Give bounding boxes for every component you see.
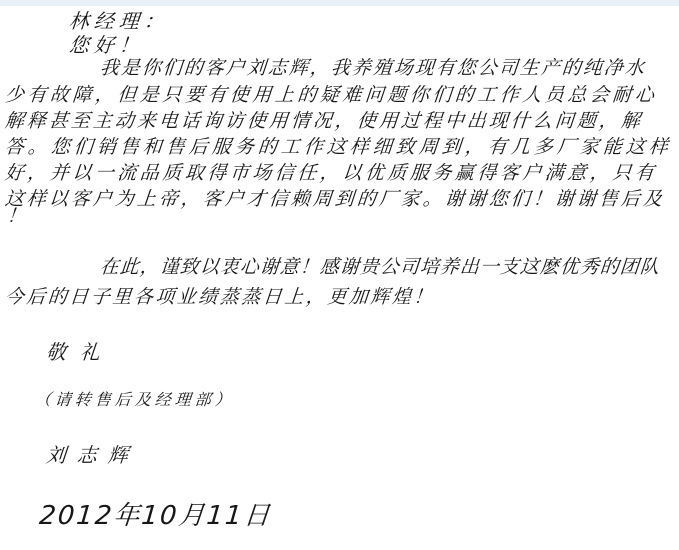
scan-edge-band	[0, 0, 679, 6]
salutation-line: 林经理：	[67, 9, 171, 33]
closing-line: 敬礼	[44, 340, 116, 364]
body-line: 解释甚至主动来电话询访使用情况，使用过程中出现什么问题，解	[3, 110, 644, 132]
body-line: 今后的日子里各项业绩蒸蒸日上，更加辉煌！	[3, 286, 436, 308]
signature-line: 刘志辉	[44, 443, 141, 467]
body-line: 好，并以一流品质取得市场信任，以优质服务赢得客户满意，只有	[3, 162, 659, 184]
date-line: 2012年10月11日	[37, 501, 273, 531]
body-line: 在此，谨致以衷心谢意！感谢贵公司培养出一支这麽优秀的团队	[98, 256, 661, 278]
body-line: 我是你们的客户刘志辉，我养殖场现有您公司生产的纯净水	[98, 57, 647, 79]
routing-note-line: （请转售后及经理部）	[33, 390, 236, 409]
body-line: 这样以客户为上帝，客户才信赖周到的厂家。谢谢您们！谢谢售后及	[3, 188, 666, 210]
body-line: 答。您们销售和售后服务的工作这样细致周到，有几多厂家能这样	[3, 136, 673, 158]
body-line: ！	[5, 205, 27, 227]
greeting-line: 您好！	[67, 33, 146, 57]
body-line: 少有故障，但是只要有使用上的疑难问题你们的工作人员总会耐心	[3, 84, 659, 106]
